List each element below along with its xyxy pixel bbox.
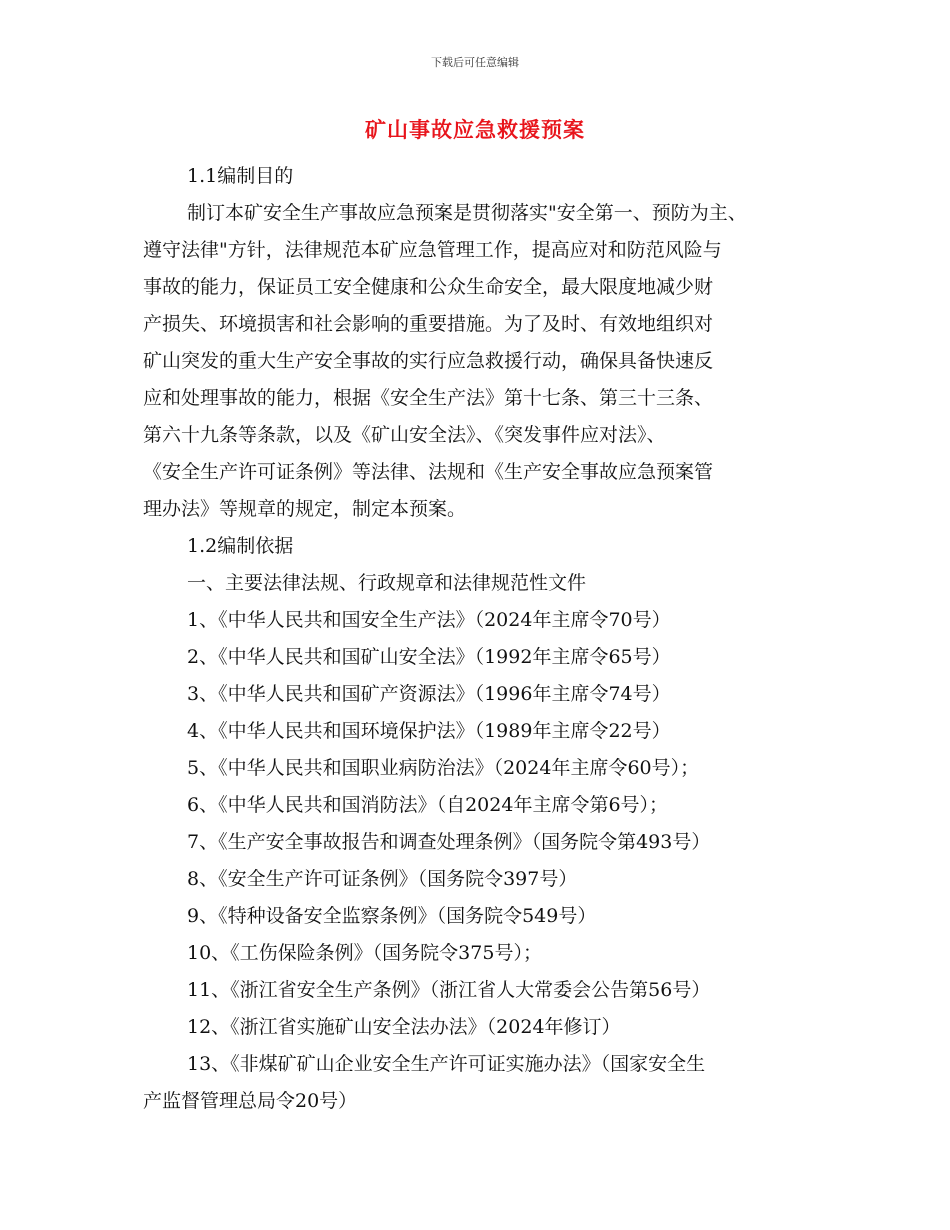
paragraph-line: 第六十九条等条款，以及《矿山安全法》、《突发事件应对法》、 bbox=[143, 424, 666, 446]
section-heading-basis: 1.2编制依据 bbox=[187, 535, 294, 557]
list-item: 8、《安全生产许可证条例》（国务院令397号） bbox=[187, 868, 578, 890]
paragraph-line: 理办法》等规章的规定，制定本预案。 bbox=[143, 498, 467, 520]
list-item: 10、《工伤保险条例》（国务院令375号）； bbox=[187, 942, 542, 964]
list-item: 3、《中华人民共和国矿产资源法》（1996年主席令74号） bbox=[187, 683, 671, 705]
paragraph-line: 产损失、环境损害和社会影响的重要措施。为了及时、有效地组织对 bbox=[143, 313, 714, 335]
list-item: 6、《中华人民共和国消防法》（自2024年主席令第6号）； bbox=[187, 794, 669, 816]
list-item: 5、《中华人民共和国职业病防治法》（2024年主席令60号）； bbox=[187, 757, 700, 779]
list-item: 9、《特种设备安全监察条例》（国务院令549号） bbox=[187, 905, 597, 927]
list-item: 2、《中华人民共和国矿山安全法》（1992年主席令65号） bbox=[187, 646, 671, 668]
section-heading-purpose: 1.1编制目的 bbox=[187, 165, 294, 187]
list-item: 13、《非煤矿矿山企业安全生产许可证实施办法》（国家安全生 bbox=[187, 1053, 706, 1075]
subsection-heading: 一、主要法律法规、行政规章和法律规范性文件 bbox=[187, 572, 587, 594]
list-item: 7、《生产安全事故报告和调查处理条例》（国务院令第493号） bbox=[187, 831, 711, 853]
paragraph-line: 制订本矿安全生产事故应急预案是贯彻落实"安全第一、预防为主、 bbox=[187, 202, 747, 224]
header-note: 下载后可任意编辑 bbox=[431, 56, 519, 69]
list-item-continuation: 产监督管理总局令20号） bbox=[143, 1090, 358, 1112]
paragraph-line: 《安全生产许可证条例》等法律、法规和《生产安全事故应急预案管 bbox=[143, 461, 714, 483]
list-item: 11、《浙江省安全生产条例》（浙江省人大常委会公告第56号） bbox=[187, 979, 711, 1001]
list-item: 12、《浙江省实施矿山安全法办法》（2024年修订） bbox=[187, 1016, 621, 1038]
document-title: 矿山事故应急救援预案 bbox=[365, 118, 585, 142]
paragraph-line: 事故的能力，保证员工安全健康和公众生命安全，最大限度地减少财 bbox=[143, 276, 714, 298]
paragraph-line: 应和处理事故的能力，根据《安全生产法》第十七条、第三十三条、 bbox=[143, 387, 714, 409]
document-body bbox=[143, 158, 823, 1120]
list-item: 1、《中华人民共和国安全生产法》（2024年主席令70号） bbox=[187, 609, 671, 631]
paragraph-line: 遵守法律"方针，法律规范本矿应急管理工作，提高应对和防范风险与 bbox=[143, 239, 722, 261]
paragraph-line: 矿山突发的重大生产安全事故的实行应急救援行动，确保具备快速反 bbox=[143, 350, 714, 372]
list-item: 4、《中华人民共和国环境保护法》（1989年主席令22号） bbox=[187, 720, 671, 742]
